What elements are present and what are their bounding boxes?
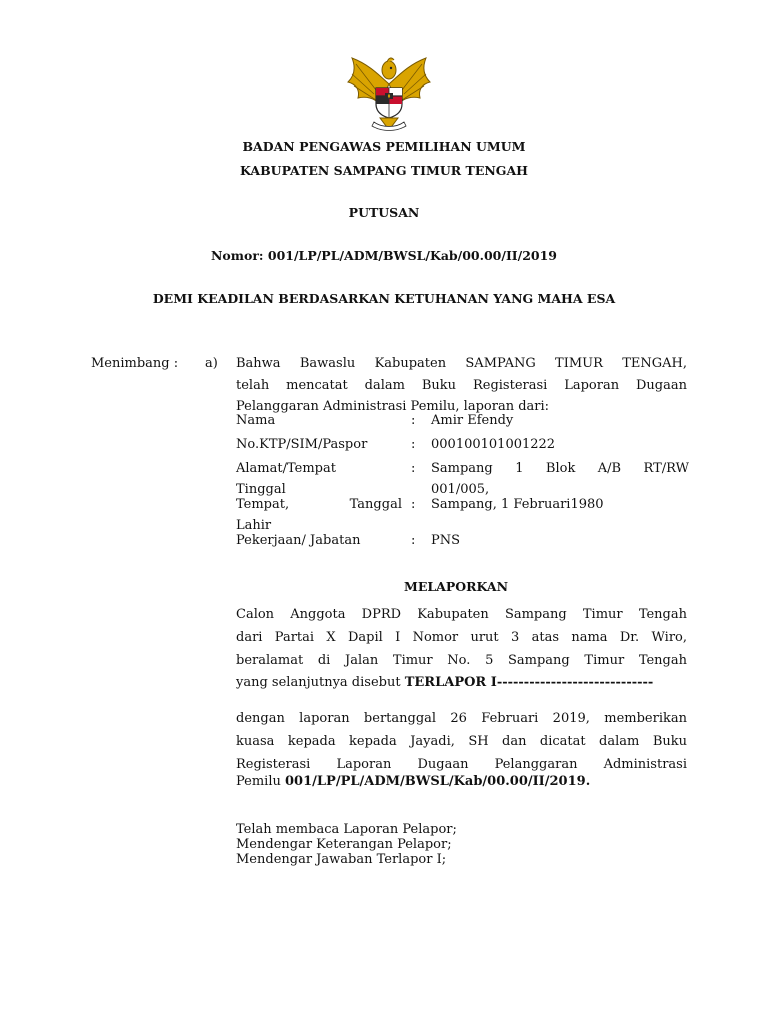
document-number: Nomor: 001/LP/PL/ADM/BWSL/Kab/00.00/II/2019 — [211, 248, 557, 263]
considering-label: Menimbang : — [91, 356, 179, 371]
closing-line: Mendengar Keterangan Pelapor; — [236, 837, 452, 852]
report-line-last — [236, 675, 653, 690]
field-label-birth-cont: Lahir — [236, 518, 272, 533]
field-label-residence: Tinggal — [236, 482, 286, 497]
section-heading-reports: MELAPORKAN — [404, 579, 509, 594]
garuda-pancasila-emblem-icon — [342, 54, 436, 134]
field-label-occupation: Pekerjaan/ Jabatan — [236, 533, 361, 548]
closing-line: Telah membaca Laporan Pelapor; — [236, 822, 457, 837]
report-line: dari Partai X Dapil I Nomor urut 3 atas nama Dr. Wiro, — [236, 630, 687, 645]
report-line: kuasa kepada kepada Jayadi, SH dan dicatat dalam Buku — [236, 734, 687, 749]
field-label-name: Nama — [236, 413, 276, 428]
agency-region: KABUPATEN SAMPANG TIMUR TENGAH — [240, 163, 528, 178]
field-colon: : — [411, 497, 416, 512]
report-line: dengan laporan bertanggal 26 Februari 2019, memberikan — [236, 711, 687, 726]
field-value-rtrw: 001/005, — [431, 482, 490, 497]
field-colon: : — [411, 413, 416, 428]
report-line-last — [236, 774, 590, 789]
document-type: PUTUSAN — [348, 205, 420, 220]
report-line: Calon Anggota DPRD Kabupaten Sampang Timur Tengah — [236, 607, 687, 622]
closing-line: Mendengar Jawaban Terlapor I; — [236, 852, 447, 867]
field-label-birth: Tempat, Tanggal — [236, 497, 402, 512]
field-value-occupation: PNS — [431, 533, 461, 548]
report-line: beralamat di Jalan Timur No. 5 Sampang Timur Tengah — [236, 653, 687, 668]
field-value-name: Amir Efendy — [431, 413, 514, 428]
field-colon: : — [411, 437, 416, 452]
considering-line: Pelanggaran Administrasi Pemilu, laporan dari: — [236, 399, 550, 414]
field-value-address: Sampang 1 Blok A/B RT/RW — [431, 461, 689, 476]
report-line: Registerasi Laporan Dugaan Pelanggaran Administrasi — [236, 757, 687, 772]
item-marker: a) — [205, 356, 218, 371]
field-label-address: Alamat/Tempat — [236, 461, 336, 476]
field-label-id: No.KTP/SIM/Paspor — [236, 437, 368, 452]
field-colon: : — [411, 461, 416, 476]
considering-line: Bahwa Bawaslu Kabupaten SAMPANG TIMUR TENGAH, — [236, 356, 687, 371]
considering-line: telah mencatat dalam Buku Registerasi Laporan Dugaan — [236, 378, 687, 393]
field-value-birth: Sampang, 1 Februari1980 — [431, 497, 604, 512]
invocation: DEMI KEADILAN BERDASARKAN KETUHANAN YANG MAHA ESA — [152, 291, 616, 306]
field-colon: : — [411, 533, 416, 548]
report-line-text: yang selanjutnya disebut — [236, 675, 405, 690]
respondent-label: TERLAPOR I----------------------------- — [404, 675, 654, 690]
report-number: 001/LP/PL/ADM/BWSL/Kab/00.00/II/2019. — [285, 774, 591, 789]
agency-name: BADAN PENGAWAS PEMILIHAN UMUM — [242, 139, 526, 154]
field-value-id: 000100101001222 — [431, 437, 556, 452]
report-line-text: Pemilu — [236, 774, 286, 789]
